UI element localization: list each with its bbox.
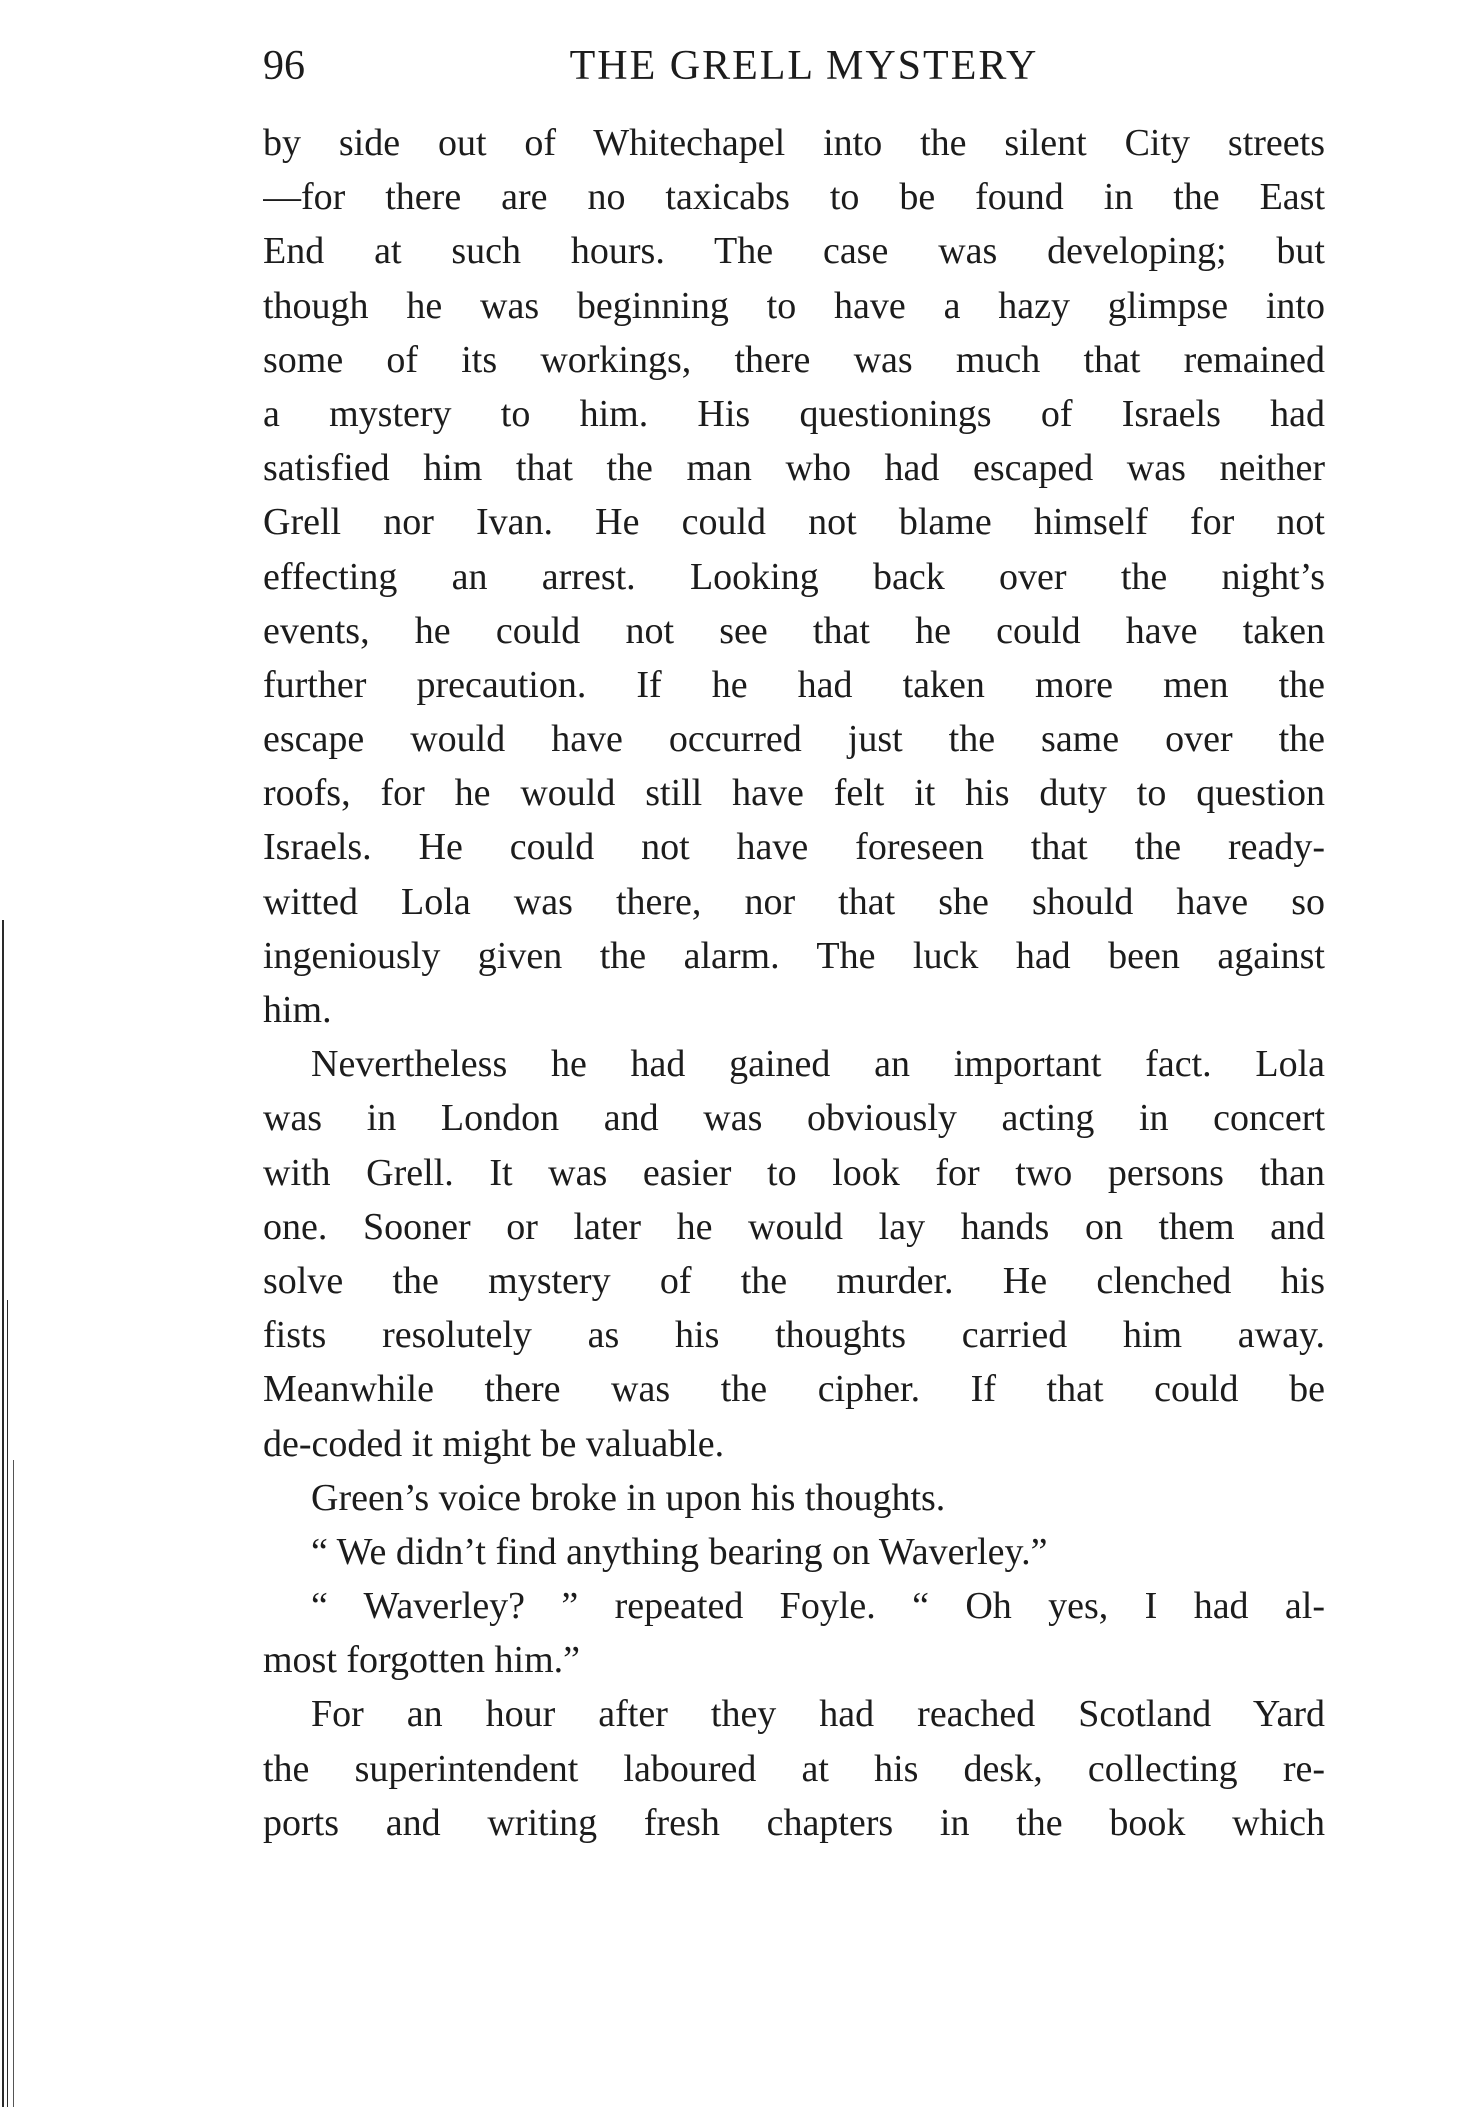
text-line: the superintendent laboured at his desk, collecting re- xyxy=(263,1747,1325,1790)
text-line: “ We didn’t find anything bearing on Waverley.” xyxy=(311,1530,1048,1573)
text-line: some of its workings, there was much that remained xyxy=(263,338,1325,381)
text-line: further precaution. If he had taken more men the xyxy=(263,663,1325,706)
running-title: THE GRELL MYSTERY xyxy=(569,43,1039,89)
text-line: fists resolutely as his thoughts carried him away. xyxy=(263,1314,1325,1357)
text-line: most forgotten him.” xyxy=(263,1639,580,1682)
text-line: —for there are no taxicabs to be found in the East xyxy=(263,176,1325,219)
text-line: For an hour after they had reached Scotland Yard xyxy=(311,1693,1325,1736)
binding-edge-line xyxy=(2,920,4,2107)
text-line: ingeniously given the alarm. The luck had been against xyxy=(263,934,1325,977)
page-number: 96 xyxy=(263,43,305,89)
text-line: Green’s voice broke in upon his thoughts. xyxy=(311,1476,946,1519)
page-header xyxy=(263,38,1325,94)
text-line: roofs, for he would still have felt it his duty to question xyxy=(263,772,1325,815)
text-line: de-coded it might be valuable. xyxy=(263,1422,725,1465)
text-line: one. Sooner or later he would lay hands on them and xyxy=(263,1205,1325,1248)
text-line: satisfied him that the man who had escaped was neither xyxy=(263,447,1325,490)
text-line: by side out of Whitechapel into the silent City streets xyxy=(263,122,1325,164)
binding-edge-line xyxy=(7,1300,8,2107)
text-line: with Grell. It was easier to look for two persons than xyxy=(263,1151,1325,1194)
text-line: witted Lola was there, nor that she should have so xyxy=(263,880,1325,923)
text-line: Grell nor Ivan. He could not blame himself for not xyxy=(263,501,1325,544)
text-line: Israels. He could not have foreseen that the ready- xyxy=(263,826,1325,869)
text-line: though he was beginning to have a hazy glimpse into xyxy=(263,284,1325,327)
text-line: events, he could not see that he could have taken xyxy=(263,609,1325,652)
text-line: ports and writing fresh chapters in the book which xyxy=(263,1801,1325,1844)
text-line: a mystery to him. His questionings of Israels had xyxy=(263,392,1325,435)
text-line: solve the mystery of the murder. He clenched his xyxy=(263,1259,1325,1302)
text-line: effecting an arrest. Looking back over the night’s xyxy=(263,555,1325,598)
text-line: “ Waverley? ” repeated Foyle. “ Oh yes, I had al- xyxy=(311,1585,1325,1628)
binding-edge-line xyxy=(13,1460,14,2107)
text-line: Meanwhile there was the cipher. If that could be xyxy=(263,1368,1325,1411)
body-text xyxy=(263,116,1325,1850)
text-line: End at such hours. The case was developing; but xyxy=(263,230,1325,273)
text-line: escape would have occurred just the same over the xyxy=(263,718,1325,761)
text-line: Nevertheless he had gained an important fact. Lola xyxy=(311,1043,1325,1086)
text-line: him. xyxy=(263,989,332,1031)
text-line: was in London and was obviously acting in concert xyxy=(263,1097,1325,1140)
